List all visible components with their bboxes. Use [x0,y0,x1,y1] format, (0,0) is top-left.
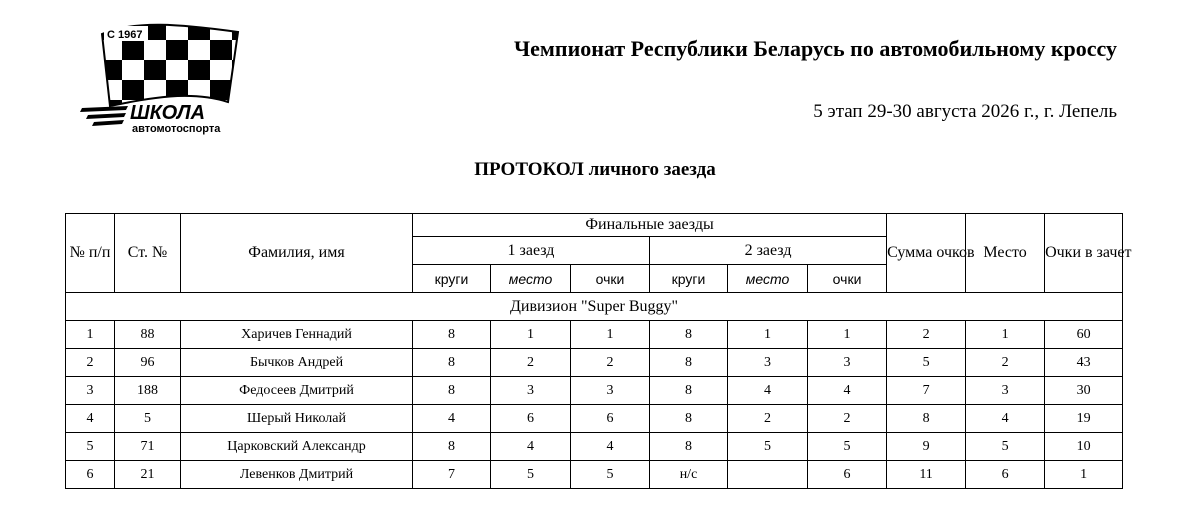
col-header-race1-place: место [491,265,571,293]
cell-total: 19 [1045,405,1123,433]
cell-race2-place: 2 [728,405,808,433]
col-header-race2-points: очки [808,265,887,293]
cell-race2-place [728,461,808,489]
cell-race1-laps: 8 [413,321,491,349]
cell-race2-place: 5 [728,433,808,461]
col-header-finals: Финальные заезды [413,214,887,237]
cell-total: 10 [1045,433,1123,461]
col-header-race1: 1 заезд [413,237,650,265]
cell-race1-points: 2 [571,349,650,377]
cell-start-no: 96 [115,349,181,377]
logo-since: С 1967 [107,29,143,41]
cell-sum: 9 [887,433,966,461]
table-row [66,377,1123,405]
cell-race1-points: 1 [571,321,650,349]
cell-race1-points: 6 [571,405,650,433]
cell-name: Харичев Геннадий [181,321,413,349]
col-header-race1-laps: круги [413,265,491,293]
col-header-start-no: Ст. № [115,214,181,293]
cell-race1-place: 3 [491,377,571,405]
col-header-place: Место [966,214,1045,293]
cell-num: 2 [66,349,115,377]
col-header-total: Очки в зачет [1045,214,1123,293]
cell-race2-laps: н/с [650,461,728,489]
cell-place: 4 [966,405,1045,433]
cell-num: 1 [66,321,115,349]
cell-race1-points: 5 [571,461,650,489]
cell-name: Федосеев Дмитрий [181,377,413,405]
cell-race2-place: 3 [728,349,808,377]
protocol-heading: ПРОТОКОЛ личного заезда [474,159,716,180]
col-header-sum: Сумма очков [887,214,966,293]
table-row [66,349,1123,377]
cell-race2-points: 6 [808,461,887,489]
col-header-race1-points: очки [571,265,650,293]
cell-race1-laps: 7 [413,461,491,489]
cell-race2-points: 4 [808,377,887,405]
cell-sum: 7 [887,377,966,405]
cell-place: 6 [966,461,1045,489]
cell-race2-laps: 8 [650,405,728,433]
cell-total: 43 [1045,349,1123,377]
table-row [66,433,1123,461]
cell-name: Царковский Александр [181,433,413,461]
results-table [65,213,1132,489]
cell-race1-place: 4 [491,433,571,461]
cell-place: 3 [966,377,1045,405]
logo-tagline: автомотоспорта [132,123,221,135]
cell-place: 5 [966,433,1045,461]
cell-start-no: 71 [115,433,181,461]
table-row [66,321,1123,349]
col-header-race2-laps: круги [650,265,728,293]
cell-num: 5 [66,433,115,461]
division-header: Дивизион "Super Buggy" [66,293,1123,321]
cell-total: 30 [1045,377,1123,405]
cell-sum: 8 [887,405,966,433]
cell-race1-points: 3 [571,377,650,405]
cell-race1-place: 5 [491,461,571,489]
cell-race2-points: 1 [808,321,887,349]
cell-name: Бычков Андрей [181,349,413,377]
cell-race1-place: 6 [491,405,571,433]
cell-race2-place: 4 [728,377,808,405]
cell-race1-points: 4 [571,433,650,461]
school-logo [80,20,245,138]
cell-race1-place: 2 [491,349,571,377]
cell-num: 3 [66,377,115,405]
cell-sum: 11 [887,461,966,489]
cell-race1-laps: 8 [413,433,491,461]
col-header-race2: 2 заезд [650,237,887,265]
championship-title: Чемпионат Республики Беларусь по автомобильному кроссу [514,36,1117,61]
cell-race2-points: 3 [808,349,887,377]
col-header-num: № п/п [66,214,115,293]
cell-race2-laps: 8 [650,349,728,377]
cell-race1-laps: 8 [413,377,491,405]
table-row [66,405,1123,433]
cell-total: 60 [1045,321,1123,349]
table-row [66,461,1123,489]
cell-num: 4 [66,405,115,433]
cell-race2-points: 2 [808,405,887,433]
cell-sum: 5 [887,349,966,377]
cell-name: Шерый Николай [181,405,413,433]
col-header-name: Фамилия, имя [181,214,413,293]
cell-start-no: 21 [115,461,181,489]
cell-total: 1 [1045,461,1123,489]
cell-race1-place: 1 [491,321,571,349]
cell-race2-laps: 8 [650,321,728,349]
cell-start-no: 88 [115,321,181,349]
cell-race2-points: 5 [808,433,887,461]
cell-race2-laps: 8 [650,377,728,405]
logo-name: ШКОЛА [130,102,206,124]
cell-name: Левенков Дмитрий [181,461,413,489]
cell-race1-laps: 4 [413,405,491,433]
cell-race1-laps: 8 [413,349,491,377]
col-header-race2-place: место [728,265,808,293]
cell-num: 6 [66,461,115,489]
cell-sum: 2 [887,321,966,349]
cell-place: 1 [966,321,1045,349]
cell-start-no: 188 [115,377,181,405]
stage-date-location: 5 этап 29-30 августа 2026 г., г. Лепель [813,101,1117,122]
cell-start-no: 5 [115,405,181,433]
cell-race2-laps: 8 [650,433,728,461]
speed-lines [80,106,128,126]
cell-race2-place: 1 [728,321,808,349]
cell-place: 2 [966,349,1045,377]
